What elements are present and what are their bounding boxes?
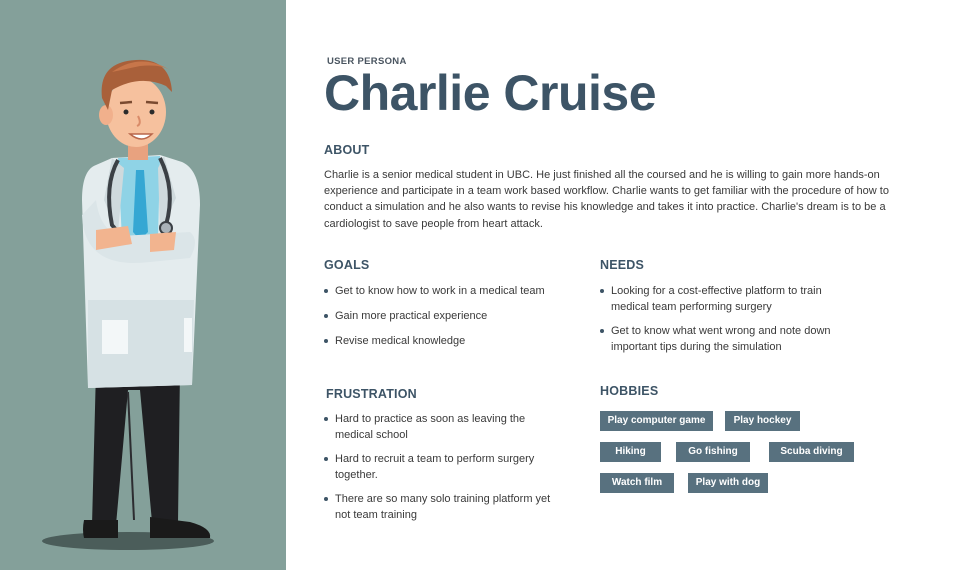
goal-item: Get to know how to work in a medical team <box>324 284 574 300</box>
frustration-title: FRUSTRATION <box>326 387 417 401</box>
persona-label: USER PERSONA <box>327 56 407 67</box>
need-item: Looking for a cost-effective platform to train medical team performing surgery <box>600 284 850 315</box>
doctor-illustration <box>0 0 286 570</box>
hobby-tag: Play with dog <box>688 473 768 493</box>
frustration-item: There are so many solo training platform yet not team training <box>324 492 564 523</box>
hobbies-title: HOBBIES <box>600 384 659 398</box>
about-title: ABOUT <box>324 143 370 157</box>
hobby-tag: Scuba diving <box>769 442 854 462</box>
goals-list <box>324 284 574 350</box>
hobby-tag: Go fishing <box>676 442 750 462</box>
goals-title: GOALS <box>324 258 370 272</box>
goal-item: Gain more practical experience <box>324 309 574 325</box>
hobby-tag: Play hockey <box>725 411 800 431</box>
frustration-item: Hard to recruit a team to perform surgery together. <box>324 452 564 483</box>
hobby-tags <box>600 411 900 504</box>
hobby-tag: Play computer game <box>600 411 713 431</box>
needs-title: NEEDS <box>600 258 645 272</box>
persona-name: Charlie Cruise <box>324 65 657 121</box>
needs-list <box>600 284 850 355</box>
frustration-list <box>324 412 564 523</box>
goal-item: Revise medical knowledge <box>324 334 574 350</box>
about-text: Charlie is a senior medical student in UBC. He just finished all the coursed and he is willing to gain more hands-on experience and participate in a team work based workflow. Charlie wants to get familiar with the procedure of how to conduct a simulation and he also wants to revise his knowledge and takes it into practice. Charlie's dream is to be a cardiologist to save people from heart attack. <box>324 169 889 230</box>
hobby-tag: Watch film <box>600 473 674 493</box>
need-item: Get to know what went wrong and note down important tips during the simulation <box>600 324 850 355</box>
illustration-panel <box>0 0 286 570</box>
hobby-tag: Hiking <box>600 442 661 462</box>
frustration-item: Hard to practice as soon as leaving the medical school <box>324 412 564 443</box>
